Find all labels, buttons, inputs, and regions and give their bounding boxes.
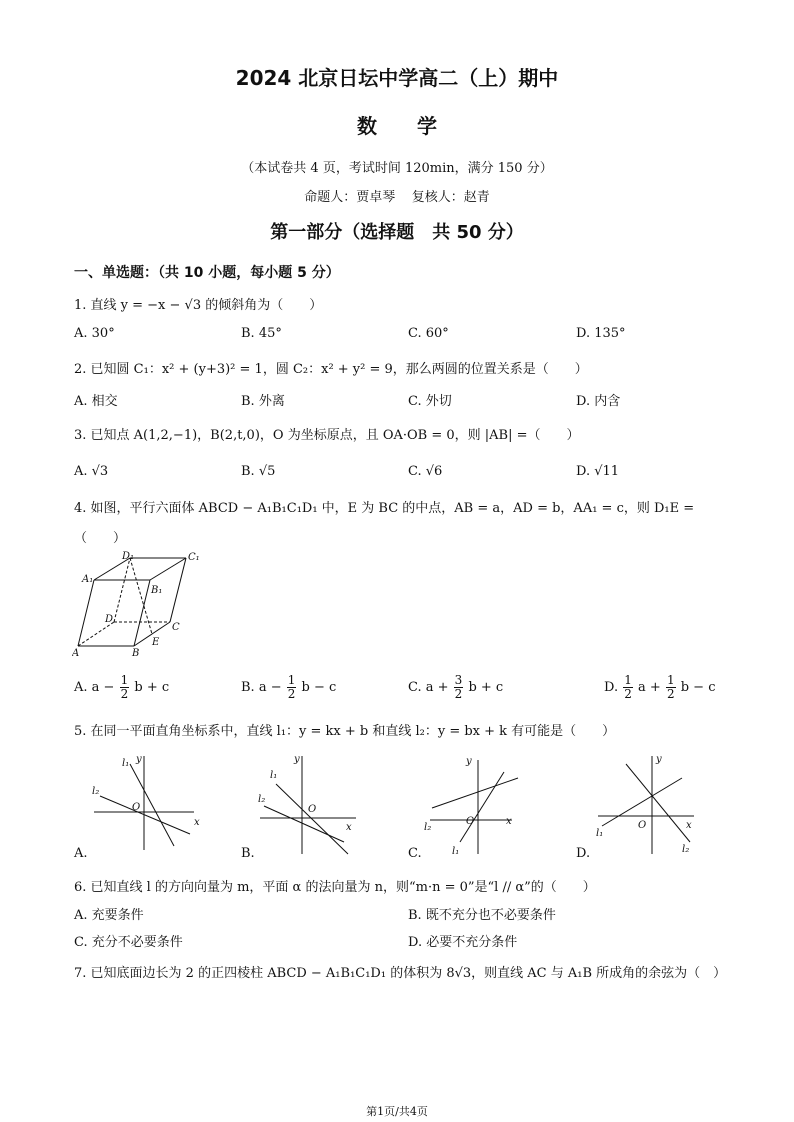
label-c: C: [172, 622, 180, 633]
q4-stem: 4. 如图，平行六面体 ABCD − A₁B₁C₁D₁ 中，E 为 BC 的中点，AB = a，AD = b，AA₁ = c，则 D₁E =: [74, 501, 695, 516]
q2-stem: 2. 已知圆 C₁：x² + (y+3)² = 1，圆 C₂：x² + y² = 9，那么两圆的位置关系是（ ）: [74, 362, 588, 377]
line-l1: [276, 784, 348, 854]
line-l2: [100, 796, 190, 834]
svg-text:O: O: [308, 804, 317, 815]
q5-option-d: D.: [576, 846, 591, 861]
q6-option-a: A. 充要条件: [74, 908, 144, 923]
q1-option-b: B. 45°: [241, 326, 282, 341]
svg-text:x: x: [506, 816, 512, 827]
q1-stem: 1. 直线 y = −x − √3 的倾斜角为（ ）: [74, 298, 323, 313]
q5-option-a: A.: [74, 846, 88, 861]
edge-dd1: [114, 558, 130, 622]
line-l1: [602, 778, 682, 826]
q4-option-c: C. a + $\frac{3}{2}$ b + c: [408, 673, 504, 701]
label-b1: B₁: [151, 585, 163, 596]
graph-d: [590, 750, 706, 858]
svg-text:O: O: [466, 816, 475, 827]
q2-option-a: A. 相交: [74, 394, 118, 409]
svg-text:l₁: l₁: [122, 758, 130, 769]
svg-text:x: x: [346, 822, 352, 833]
q3-option-a: A. √3: [74, 464, 109, 479]
q5-option-c: C.: [408, 846, 422, 861]
exam-info: （本试卷共 4 页，考试时间 120min，满分 150 分）: [241, 161, 553, 176]
label-b: B: [132, 648, 140, 659]
part-one-heading: 第一部分（选择题 共 50 分）: [270, 222, 524, 243]
q3-option-d: D. √11: [576, 464, 620, 479]
exam-title: 2024 北京日坛中学高二（上）期中: [235, 66, 559, 90]
edge-b1c1: [150, 558, 186, 580]
svg-text:y: y: [656, 754, 662, 765]
edge-cc1: [170, 558, 186, 622]
section-heading: 一、单选题：（共 10 小题，每小题 5 分）: [74, 265, 340, 281]
exam-authors: 命题人：贾卓琴 复核人：赵青: [304, 190, 490, 205]
q2-option-d: D. 内含: [576, 394, 621, 409]
edge-bb1: [134, 580, 150, 646]
label-a: A: [72, 648, 80, 659]
svg-text:l₂: l₂: [682, 844, 690, 855]
q3-stem: 3. 已知点 A(1,2,−1)，B(2,t,0)，O 为坐标原点，且 OA·OB = 0，则 |AB| =（ ）: [74, 428, 580, 443]
segment-d1e: [130, 558, 152, 634]
svg-text:l₂: l₂: [258, 794, 266, 805]
graph-b: [252, 750, 368, 858]
label-d: D: [105, 614, 114, 625]
q4-paren: （ ）: [74, 531, 127, 546]
subject-title: 数学: [357, 114, 477, 138]
svg-text:l₁: l₁: [596, 828, 604, 839]
q2-option-b: B. 外离: [241, 394, 285, 409]
q5-option-b: B.: [241, 846, 255, 861]
edge-aa1: [78, 580, 94, 646]
q5-stem: 5. 在同一平面直角坐标系中，直线 l₁：y = kx + b 和直线 l₂：y = bx + k 有可能是（ ）: [74, 724, 616, 739]
svg-text:O: O: [638, 820, 647, 831]
q2-option-c: C. 外切: [408, 394, 452, 409]
q6-stem: 6. 已知直线 l 的方向向量为 m，平面 α 的法向量为 n，则“m·n = 0”是“l // α”的（ ）: [74, 880, 596, 895]
q1-option-a: A. 30°: [74, 326, 115, 341]
q3-option-b: B. √5: [241, 464, 276, 479]
label-a1: A₁: [82, 574, 94, 585]
page-footer: 第1页/共4页: [366, 1105, 428, 1118]
svg-text:O: O: [132, 802, 141, 813]
label-c1: C₁: [188, 552, 200, 563]
line-l1: [460, 772, 504, 842]
q1-option-d: D. 135°: [576, 326, 626, 341]
svg-text:l₁: l₁: [452, 846, 460, 857]
q4-option-b: B. a − $\frac{1}{2}$ b − c: [241, 673, 337, 701]
prism-figure: [72, 550, 202, 660]
q6-option-b: B. 既不充分也不必要条件: [408, 908, 556, 923]
line-l2: [432, 778, 518, 808]
q4-option-d: D. $\frac{1}{2}$ a + $\frac{1}{2}$ b − c: [604, 673, 716, 701]
svg-text:y: y: [294, 754, 300, 765]
svg-text:l₂: l₂: [424, 822, 432, 833]
line-l2: [626, 764, 690, 842]
q1-option-c: C. 60°: [408, 326, 449, 341]
q6-option-d: D. 必要不充分条件: [408, 935, 518, 950]
svg-text:x: x: [686, 820, 692, 831]
svg-text:y: y: [136, 754, 142, 765]
svg-text:x: x: [194, 817, 200, 828]
q3-option-c: C. √6: [408, 464, 443, 479]
svg-text:l₁: l₁: [270, 770, 278, 781]
svg-text:l₂: l₂: [92, 786, 100, 797]
q6-option-c: C. 充分不必要条件: [74, 935, 183, 950]
graph-a: [86, 750, 202, 858]
q7-stem: 7. 已知底面边长为 2 的正四棱柱 ABCD − A₁B₁C₁D₁ 的体积为 8√3，则直线 AC 与 A₁B 所成角的余弦为（ ）: [74, 966, 727, 981]
q4-option-a: A. a − $\frac{1}{2}$ b + c: [74, 673, 170, 701]
svg-text:y: y: [466, 756, 472, 767]
label-e: E: [152, 637, 160, 648]
graph-c: [422, 750, 528, 858]
label-d1: D₁: [122, 551, 135, 562]
